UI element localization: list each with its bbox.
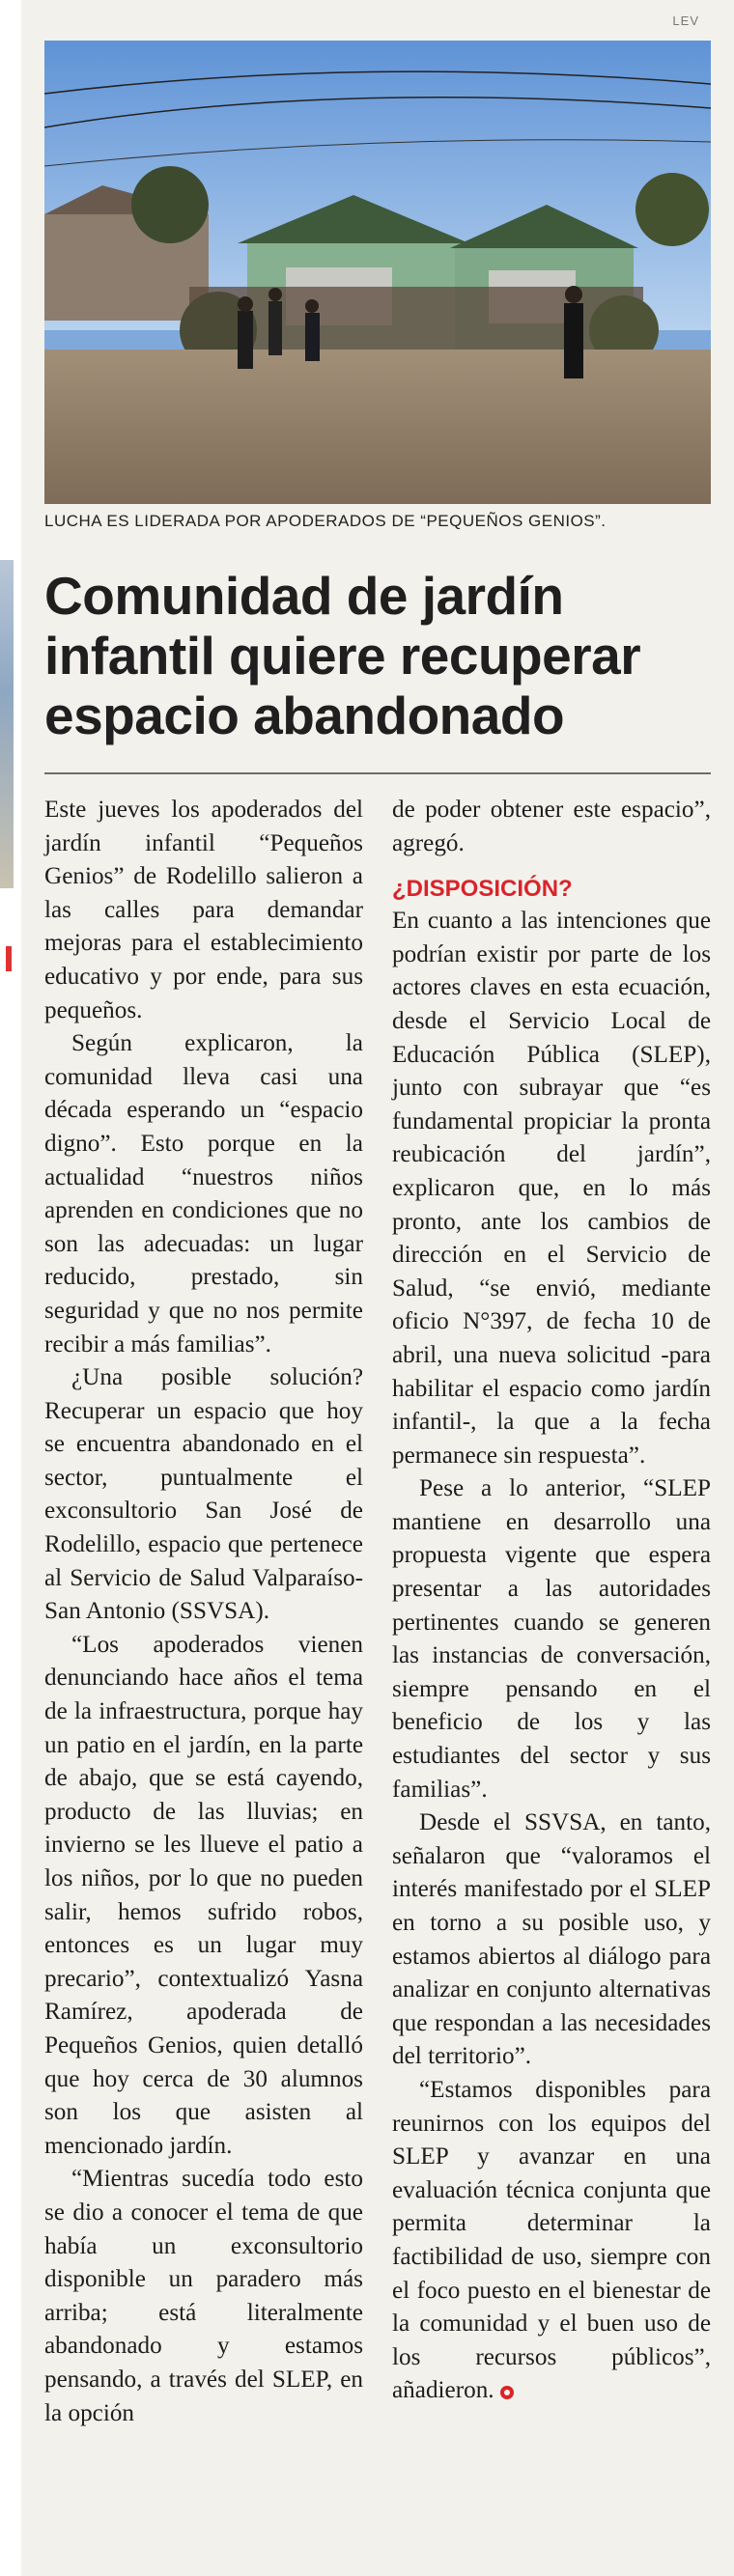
paragraph: Según explicaron, la comunidad lleva casi una década esperando un “espacio digno”. Esto porque en la actualidad “nuestros niños aprenden en condiciones que no son las adecuadas: un lugar reducido, prestado, sin seguridad y que no nos permite recibir a más familias”. — [44, 1030, 363, 1358]
paragraph: “Los apoderados vienen denunciando hace años el tema de la infraestructura, porque hay un patio en el jardín, en la parte de abajo, que se está cayendo, producto de las lluvias; en invierno se les llueve el patio a los niños, por lo que no pueden salir, hemos sufrido robos, entonces es un lugar muy precario”, contextualizó Yasna Ramírez, apoderada de Pequeños Genios, quien detalló que hoy cerca de 30 alumnos son los que asisten al mencionado jardín. — [44, 1631, 363, 2159]
adjacent-page-photo — [0, 560, 14, 888]
paragraph: “Mientras sucedía todo esto se dio a conocer el tema de que había un exconsultorio disponible un paradero más arriba; está literalmente abandonado y estamos pensando, a través del SLEP, en la opción — [44, 2166, 363, 2426]
paragraph: Este jueves los apoderados del jardín infantil “Pequeños Genios” de Rodelillo salieron a las calles para demandar mejoras para el establecimiento educativo y por ende, para sus pequeños. — [44, 797, 363, 1023]
paragraph-final — [392, 2074, 711, 2408]
article-photo — [44, 41, 711, 504]
street-scene-photo-icon — [44, 41, 711, 504]
headline-divider — [44, 772, 711, 774]
article-end-icon — [500, 2386, 514, 2399]
adjacent-page-strip — [0, 0, 21, 2576]
paragraph-continuation: de poder obtener este espacio”, agregó. — [392, 797, 711, 856]
paragraph: ¿Una posible solución? Recuperar un espacio que hoy se encuentra abandonado en el sector, puntualmente el exconsultorio San José de Rodelillo, espacio que pertenece al Servicio de Salud Valparaíso-San Antonio (SSVSA). — [44, 1364, 363, 1625]
headline: Comunidad de jardín infantil quiere recuperar espacio abandonado — [44, 566, 641, 745]
body-column-1 — [44, 794, 363, 2430]
paragraph: Pese a lo anterior, “SLEP mantiene en desarrollo una propuesta vigente que espera presentar a las autoridades pertinentes cuando se generen las instancias de conversación, siempre pensando en el beneficio de los y las estudiantes del sector y sus familias”. — [392, 1475, 711, 1803]
adjacent-page-marker — [6, 946, 12, 971]
photo-caption: LUCHA ES LIDERADA POR APODERADOS DE “PEQUEÑOS GENIOS”. — [44, 512, 607, 530]
section-tag: LEV — [672, 14, 699, 28]
paragraph-final-text: “Estamos disponibles para reunirnos con los equipos del SLEP y avanzar en una evaluación técnica conjunta que permita determinar la factibilidad de uso, siempre con el foco puesto en el bienestar de la comunidad y el buen uso de los recursos públicos”, añadieron. — [392, 2076, 711, 2404]
paragraph: En cuanto a las intenciones que podrían existir por parte de los actores claves en esta ecuación, desde el Servicio Local de Educación Pública (SLEP), junto con subrayar que “es fundamental propiciar la pronta reubicación del jardín”, explicaron que, en lo más pronto, ante los cambios de dirección en el Servicio de Salud, “se envió, mediante oficio N°397, de fecha 10 de abril, una nueva solicitud -para habilitar el espacio como jardín infantil-, la que a la fecha permanece sin respuesta”. — [392, 908, 711, 1469]
paragraph: Desde el SSVSA, en tanto, señalaron que “valoramos el interés manifestado por el SLEP en torno a su posible uso, y estamos abiertos al diálogo para analizar en conjunto alternativas que respondan a las necesidades del territorio”. — [392, 1809, 711, 2070]
subheading: ¿DISPOSICIÓN? — [392, 876, 573, 903]
body-column-2 — [392, 794, 711, 2408]
